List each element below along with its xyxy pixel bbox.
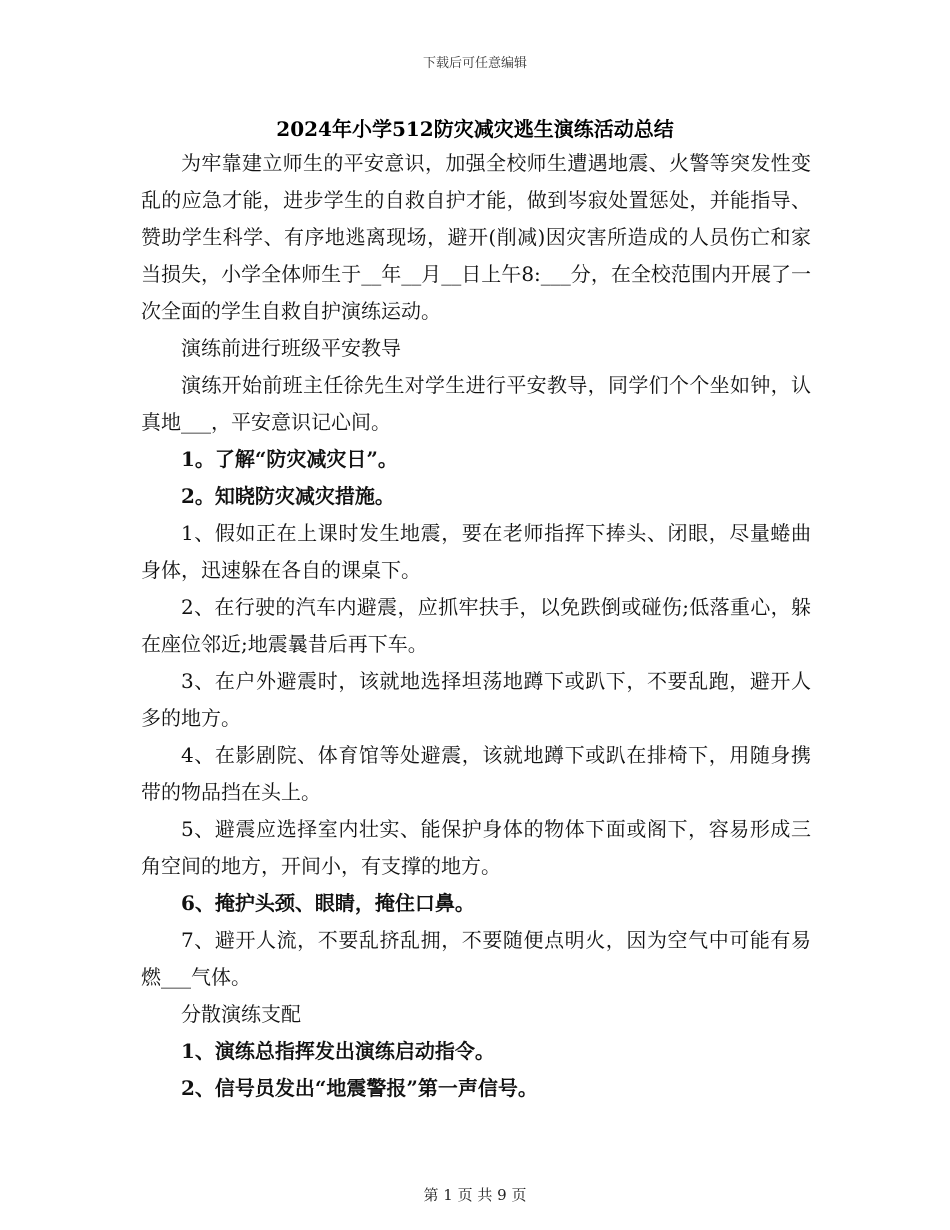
paragraph-intro: 为牢靠建立师生的平安意识，加强全校师生遭遇地震、火警等突发性变乱的应急才能，进步学生的自救自护才能，做到岑寂处置惩处，并能指导、赞助学生科学、有序地逃离现场，避开(削减)因灾害所造成的人员伤亡和家当损失，小学全体师生于__年__月__日上午8:___分，在全校范围内开展了一次全面的学生自救自护演练运动。 [141, 151, 811, 323]
paragraph-bold-item: 6、掩护头颈、眼睛，掩住口鼻。 [181, 891, 475, 915]
paragraph: 演练开始前班主任徐先生对学生进行平安教导，同学们个个坐如钟，认真地___，平安意识记心间。 [141, 373, 811, 434]
paragraph-list-item: 3、在户外避震时，该就地选择坦荡地蹲下或趴下，不要乱跑，避开人多的地方。 [141, 669, 811, 730]
document-body [141, 145, 811, 1107]
paragraph-bold-item: 1。了解“防灾减灾日”。 [181, 447, 398, 471]
page-header-note: 下载后可任意编辑 [422, 56, 527, 71]
paragraph-list-item: 1、假如正在上课时发生地震，要在老师指挥下捧头、闭眼，尽量蜷曲身体，迅速躲在各自的课桌下。 [141, 521, 811, 582]
paragraph-section-heading: 分散演练支配 [181, 1002, 301, 1026]
paragraph-list-item: 5、避震应选择室内壮实、能保护身体的物体下面或阁下，容易形成三角空间的地方，开间小，有支撑的地方。 [141, 817, 811, 878]
paragraph-section-heading: 演练前进行班级平安教导 [181, 336, 401, 360]
paragraph-list-item: 2、在行驶的汽车内避震，应抓牢扶手，以免跌倒或碰伤;低落重心，躲在座位邻近;地震曩昔后再下车。 [141, 595, 811, 656]
paragraph-list-item: 4、在影剧院、体育馆等处避震，该就地蹲下或趴在排椅下，用随身携带的物品挡在头上。 [141, 743, 811, 804]
document-title: 2024年小学512防灾减灾逃生演练活动总结 [276, 117, 674, 141]
paragraph-bold-item: 2、信号员发出“地震警报”第一声信号。 [181, 1076, 538, 1100]
paragraph-bold-item: 1、演练总指挥发出演练启动指令。 [181, 1039, 495, 1063]
paragraph-bold-item: 2。知晓防灾减灾措施。 [181, 484, 395, 508]
paragraph-list-item: 7、避开人流，不要乱挤乱拥，不要随便点明火，因为空气中可能有易燃___气体。 [141, 928, 811, 989]
page-number: 第 1 页 共 9 页 [423, 1186, 527, 1204]
